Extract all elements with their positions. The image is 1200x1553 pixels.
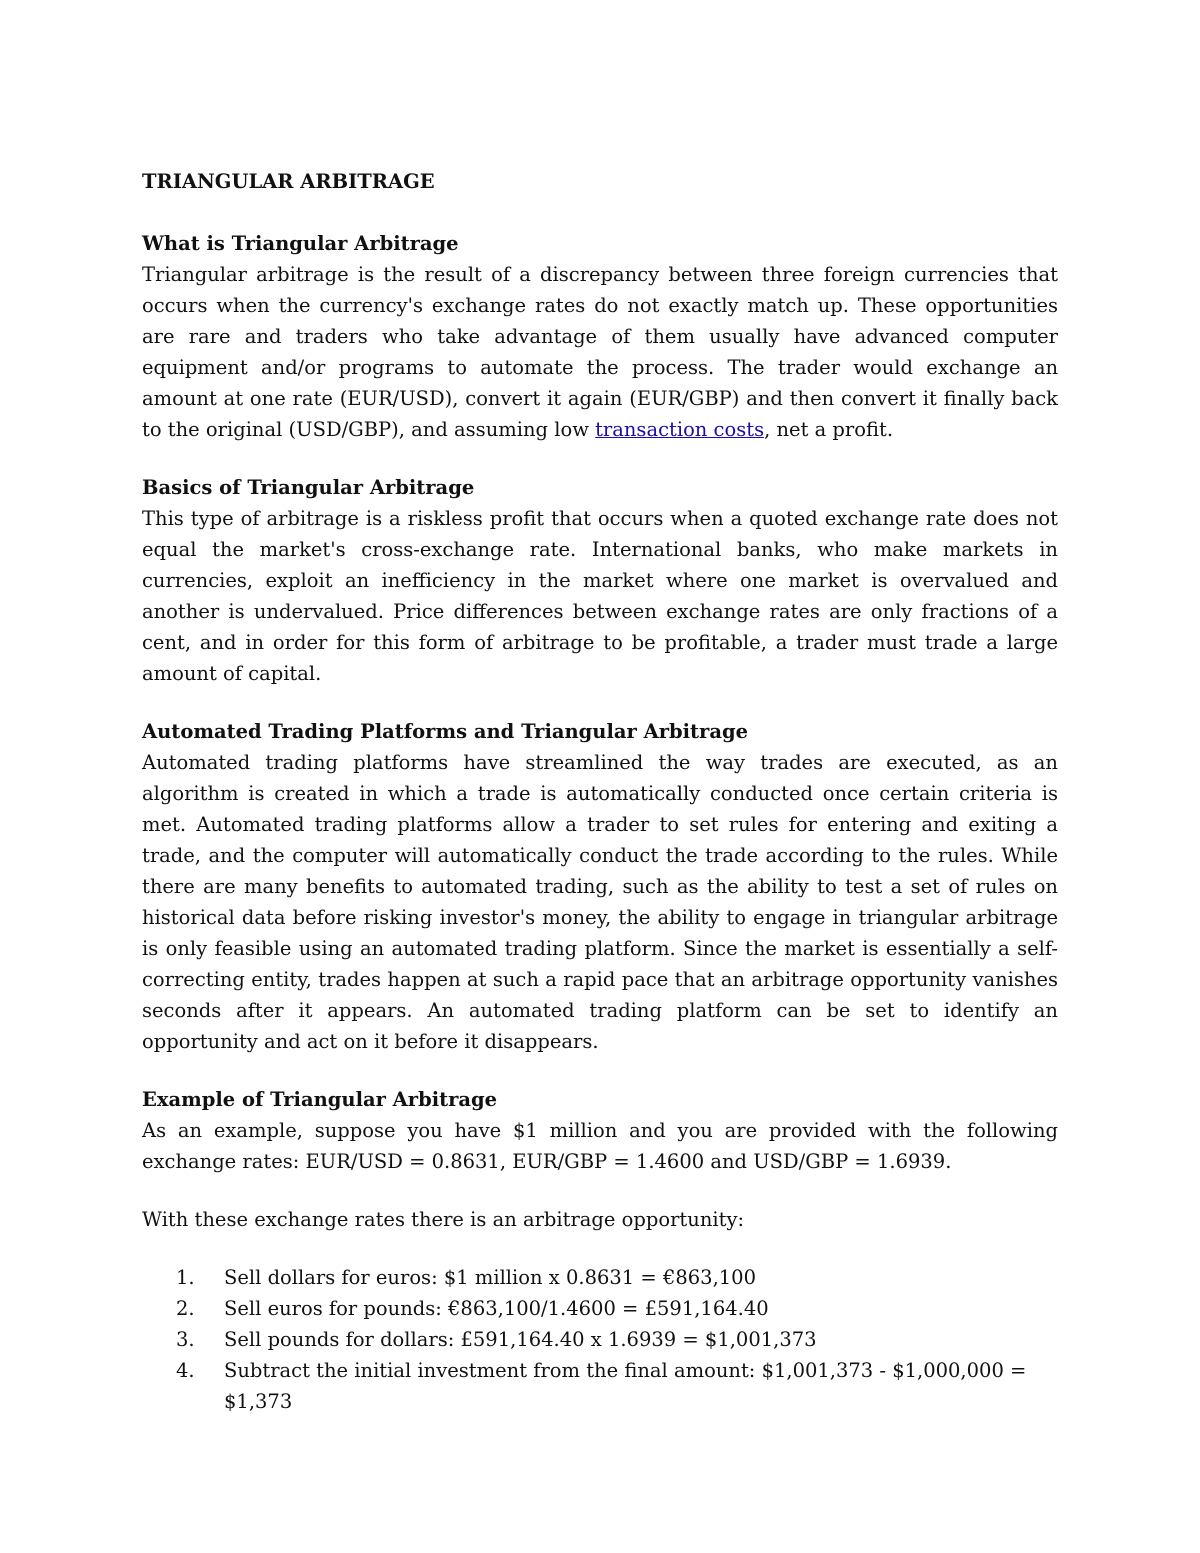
section-basics: [142, 472, 1058, 689]
example-intro: With these exchange rates there is an arbitrage opportunity:: [142, 1208, 745, 1231]
list-number: 3.: [176, 1328, 195, 1351]
section-body: [142, 259, 1058, 445]
section-heading: What is Triangular Arbitrage: [142, 232, 459, 255]
list-item-text: Subtract the initial investment from the final amount: $1,001,373 - $1,000,000 = $1,373: [224, 1359, 1027, 1413]
list-number: 2.: [176, 1297, 195, 1320]
section-automated: [142, 716, 1058, 1057]
body-text: Triangular arbitrage is the result of a discrepancy between three foreign currencies that occurs when the currency's exchange rates do not exactly match up. These opportunities are rare and traders who take advantage of them usually have advanced computer equipment and/or programs to automate the process. The trader would exchange an amount at one rate (EUR/USD), convert it again (EUR/GBP) and then convert it finally back to the original (USD/GBP), and assuming low: [142, 263, 1058, 441]
section-heading: Automated Trading Platforms and Triangular Arbitrage: [142, 720, 748, 743]
document-title: TRIANGULAR ARBITRAGE: [142, 170, 435, 193]
list-number: 4.: [176, 1359, 195, 1382]
body-text: , net a profit.: [764, 418, 894, 441]
section-example: [142, 1084, 1058, 1417]
section-heading: Basics of Triangular Arbitrage: [142, 476, 475, 499]
list-item-text: Sell dollars for euros: $1 million x 0.8631 = €863,100: [224, 1266, 756, 1289]
list-item: [142, 1324, 1058, 1355]
section-heading: Example of Triangular Arbitrage: [142, 1088, 498, 1111]
list-item-text: Sell pounds for dollars: £591,164.40 x 1.6939 = $1,001,373: [224, 1328, 817, 1351]
steps-list: [142, 1262, 1058, 1417]
list-number: 1.: [176, 1266, 195, 1289]
list-item: [142, 1293, 1058, 1324]
section-body: Automated trading platforms have streamlined the way trades are executed, as an algorithm is created in which a trade is automatically conducted once certain criteria is met. Automated trading platforms allow a trader to set rules for entering and exiting a trade, and the computer will automatically conduct the trade according to the rules. While there are many benefits to automated trading, such as the ability to test a set of rules on historical data before risking investor's money, the ability to engage in triangular arbitrage is only feasible using an automated trading platform. Since the market is essentially a self-correcting entity, trades happen at such a rapid pace that an arbitrage opportunity vanishes seconds after it appears. An automated trading platform can be set to identify an opportunity and act on it before it disappears.: [142, 751, 1058, 1053]
list-item: [142, 1355, 1058, 1417]
section-body: As an example, suppose you have $1 million and you are provided with the following exchange rates: EUR/USD = 0.8631, EUR/GBP = 1.4600 and USD/GBP = 1.6939.: [142, 1119, 1058, 1173]
section-what-is: [142, 228, 1058, 445]
list-item-text: Sell euros for pounds: €863,100/1.4600 = £591,164.40: [224, 1297, 769, 1320]
list-item: [142, 1262, 1058, 1293]
transaction-costs-link[interactable]: transaction costs: [595, 418, 765, 441]
document-page: [142, 166, 1058, 1444]
section-body: This type of arbitrage is a riskless profit that occurs when a quoted exchange rate does not equal the market's cross-exchange rate. International banks, who make markets in currencies, exploit an inefficiency in the market where one market is overvalued and another is undervalued. Price differences between exchange rates are only fractions of a cent, and in order for this form of arbitrage to be profitable, a trader must trade a large amount of capital.: [142, 507, 1058, 685]
